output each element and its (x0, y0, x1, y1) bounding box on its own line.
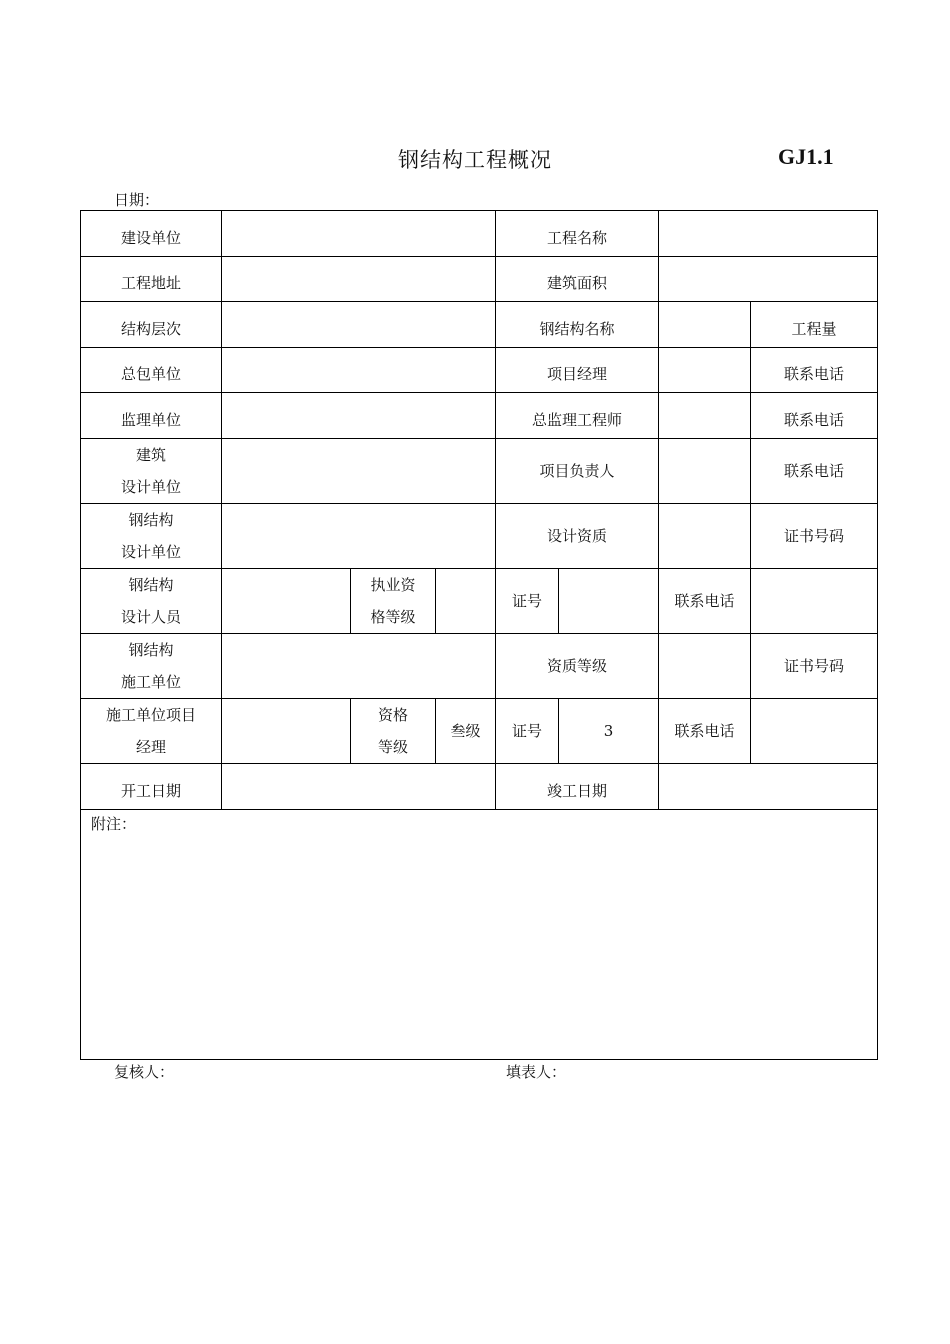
label-building-area: 建筑面积 (496, 257, 659, 302)
value-steel-design-unit[interactable] (222, 504, 496, 569)
page-title: 钢结构工程概况 (398, 148, 552, 172)
value-project-address[interactable] (222, 257, 496, 302)
label-design-qualification: 设计资质 (496, 504, 659, 569)
value-chief-supervisor[interactable] (659, 393, 751, 439)
value-completion-date[interactable] (659, 764, 878, 810)
value-project-leader[interactable] (659, 439, 751, 504)
value-building-area[interactable] (659, 257, 878, 302)
label-qualification (351, 699, 436, 764)
label-architectural-design-unit (81, 439, 222, 504)
label-line: 经理 (135, 738, 166, 756)
label-cert-no: 证号 (496, 569, 559, 634)
label-line: 资格 (377, 706, 408, 724)
label-start-date: 开工日期 (81, 764, 222, 810)
label-project-address: 工程地址 (81, 257, 222, 302)
value-contact-phone[interactable] (751, 569, 878, 634)
value-general-contractor[interactable] (222, 348, 496, 393)
value-construction-project-manager[interactable] (222, 699, 351, 764)
notes-cell[interactable] (81, 810, 878, 1060)
value-start-date[interactable] (222, 764, 496, 810)
label-project-name: 工程名称 (496, 211, 659, 257)
label-qualification-grade: 资质等级 (496, 634, 659, 699)
value-cert-no: 3 (559, 699, 659, 764)
date-label: 日期： (114, 191, 160, 209)
label-contact-phone: 联系电话 (751, 393, 878, 439)
label-line: 建筑 (135, 446, 166, 464)
label-certificate-number: 证书号码 (751, 504, 878, 569)
label-completion-date: 竣工日期 (496, 764, 659, 810)
label-line: 施工单位项目 (105, 706, 196, 724)
label-line: 格等级 (370, 608, 416, 626)
label-line: 设计单位 (120, 543, 181, 561)
value-qualification-grade-level: 叁级 (436, 699, 496, 764)
value-contact-phone[interactable] (751, 699, 878, 764)
label-contact-phone: 联系电话 (659, 699, 751, 764)
project-overview-table (80, 210, 878, 1060)
label-contact-phone: 联系电话 (659, 569, 751, 634)
value-project-name[interactable] (659, 211, 878, 257)
label-line: 施工单位 (120, 673, 181, 691)
value-cert-no[interactable] (559, 569, 659, 634)
label-structure-levels: 结构层次 (81, 302, 222, 348)
label-general-contractor: 总包单位 (81, 348, 222, 393)
label-line: 设计人员 (120, 608, 181, 626)
label-steel-structure-name: 钢结构名称 (496, 302, 659, 348)
value-architectural-design-unit[interactable] (222, 439, 496, 504)
label-practice-qualification-grade (351, 569, 436, 634)
value-structure-levels[interactable] (222, 302, 496, 348)
label-line: 钢结构 (128, 511, 174, 529)
label-certificate-number: 证书号码 (751, 634, 878, 699)
filler-label: 填表人： (506, 1063, 567, 1081)
label-line: 钢结构 (128, 576, 174, 594)
value-steel-construction-unit[interactable] (222, 634, 496, 699)
value-project-manager[interactable] (659, 348, 751, 393)
reviewer-label: 复核人： (114, 1063, 175, 1081)
label-steel-designer (81, 569, 222, 634)
label-steel-design-unit (81, 504, 222, 569)
label-contact-phone: 联系电话 (751, 348, 878, 393)
value-steel-structure-name[interactable] (659, 302, 751, 348)
label-project-manager: 项目经理 (496, 348, 659, 393)
label-steel-construction-unit (81, 634, 222, 699)
label-supervision-unit: 监理单位 (81, 393, 222, 439)
form-code: GJ1.1 (778, 144, 834, 169)
label-cert-no: 证号 (496, 699, 559, 764)
value-supervision-unit[interactable] (222, 393, 496, 439)
label-construction-project-manager (81, 699, 222, 764)
label-construction-unit: 建设单位 (81, 211, 222, 257)
label-line: 等级 (377, 738, 408, 756)
label-chief-supervisor: 总监理工程师 (496, 393, 659, 439)
value-practice-qualification-grade[interactable] (436, 569, 496, 634)
label-line: 钢结构 (128, 641, 174, 659)
value-steel-designer[interactable] (222, 569, 351, 634)
value-qualification-grade[interactable] (659, 634, 751, 699)
label-line: 设计单位 (120, 478, 181, 496)
label-quantity: 工程量 (751, 302, 878, 348)
notes-label: 附注： (91, 815, 137, 833)
label-line: 执业资 (370, 576, 416, 594)
value-construction-unit[interactable] (222, 211, 496, 257)
label-project-leader: 项目负责人 (496, 439, 659, 504)
value-design-qualification[interactable] (659, 504, 751, 569)
label-contact-phone: 联系电话 (751, 439, 878, 504)
